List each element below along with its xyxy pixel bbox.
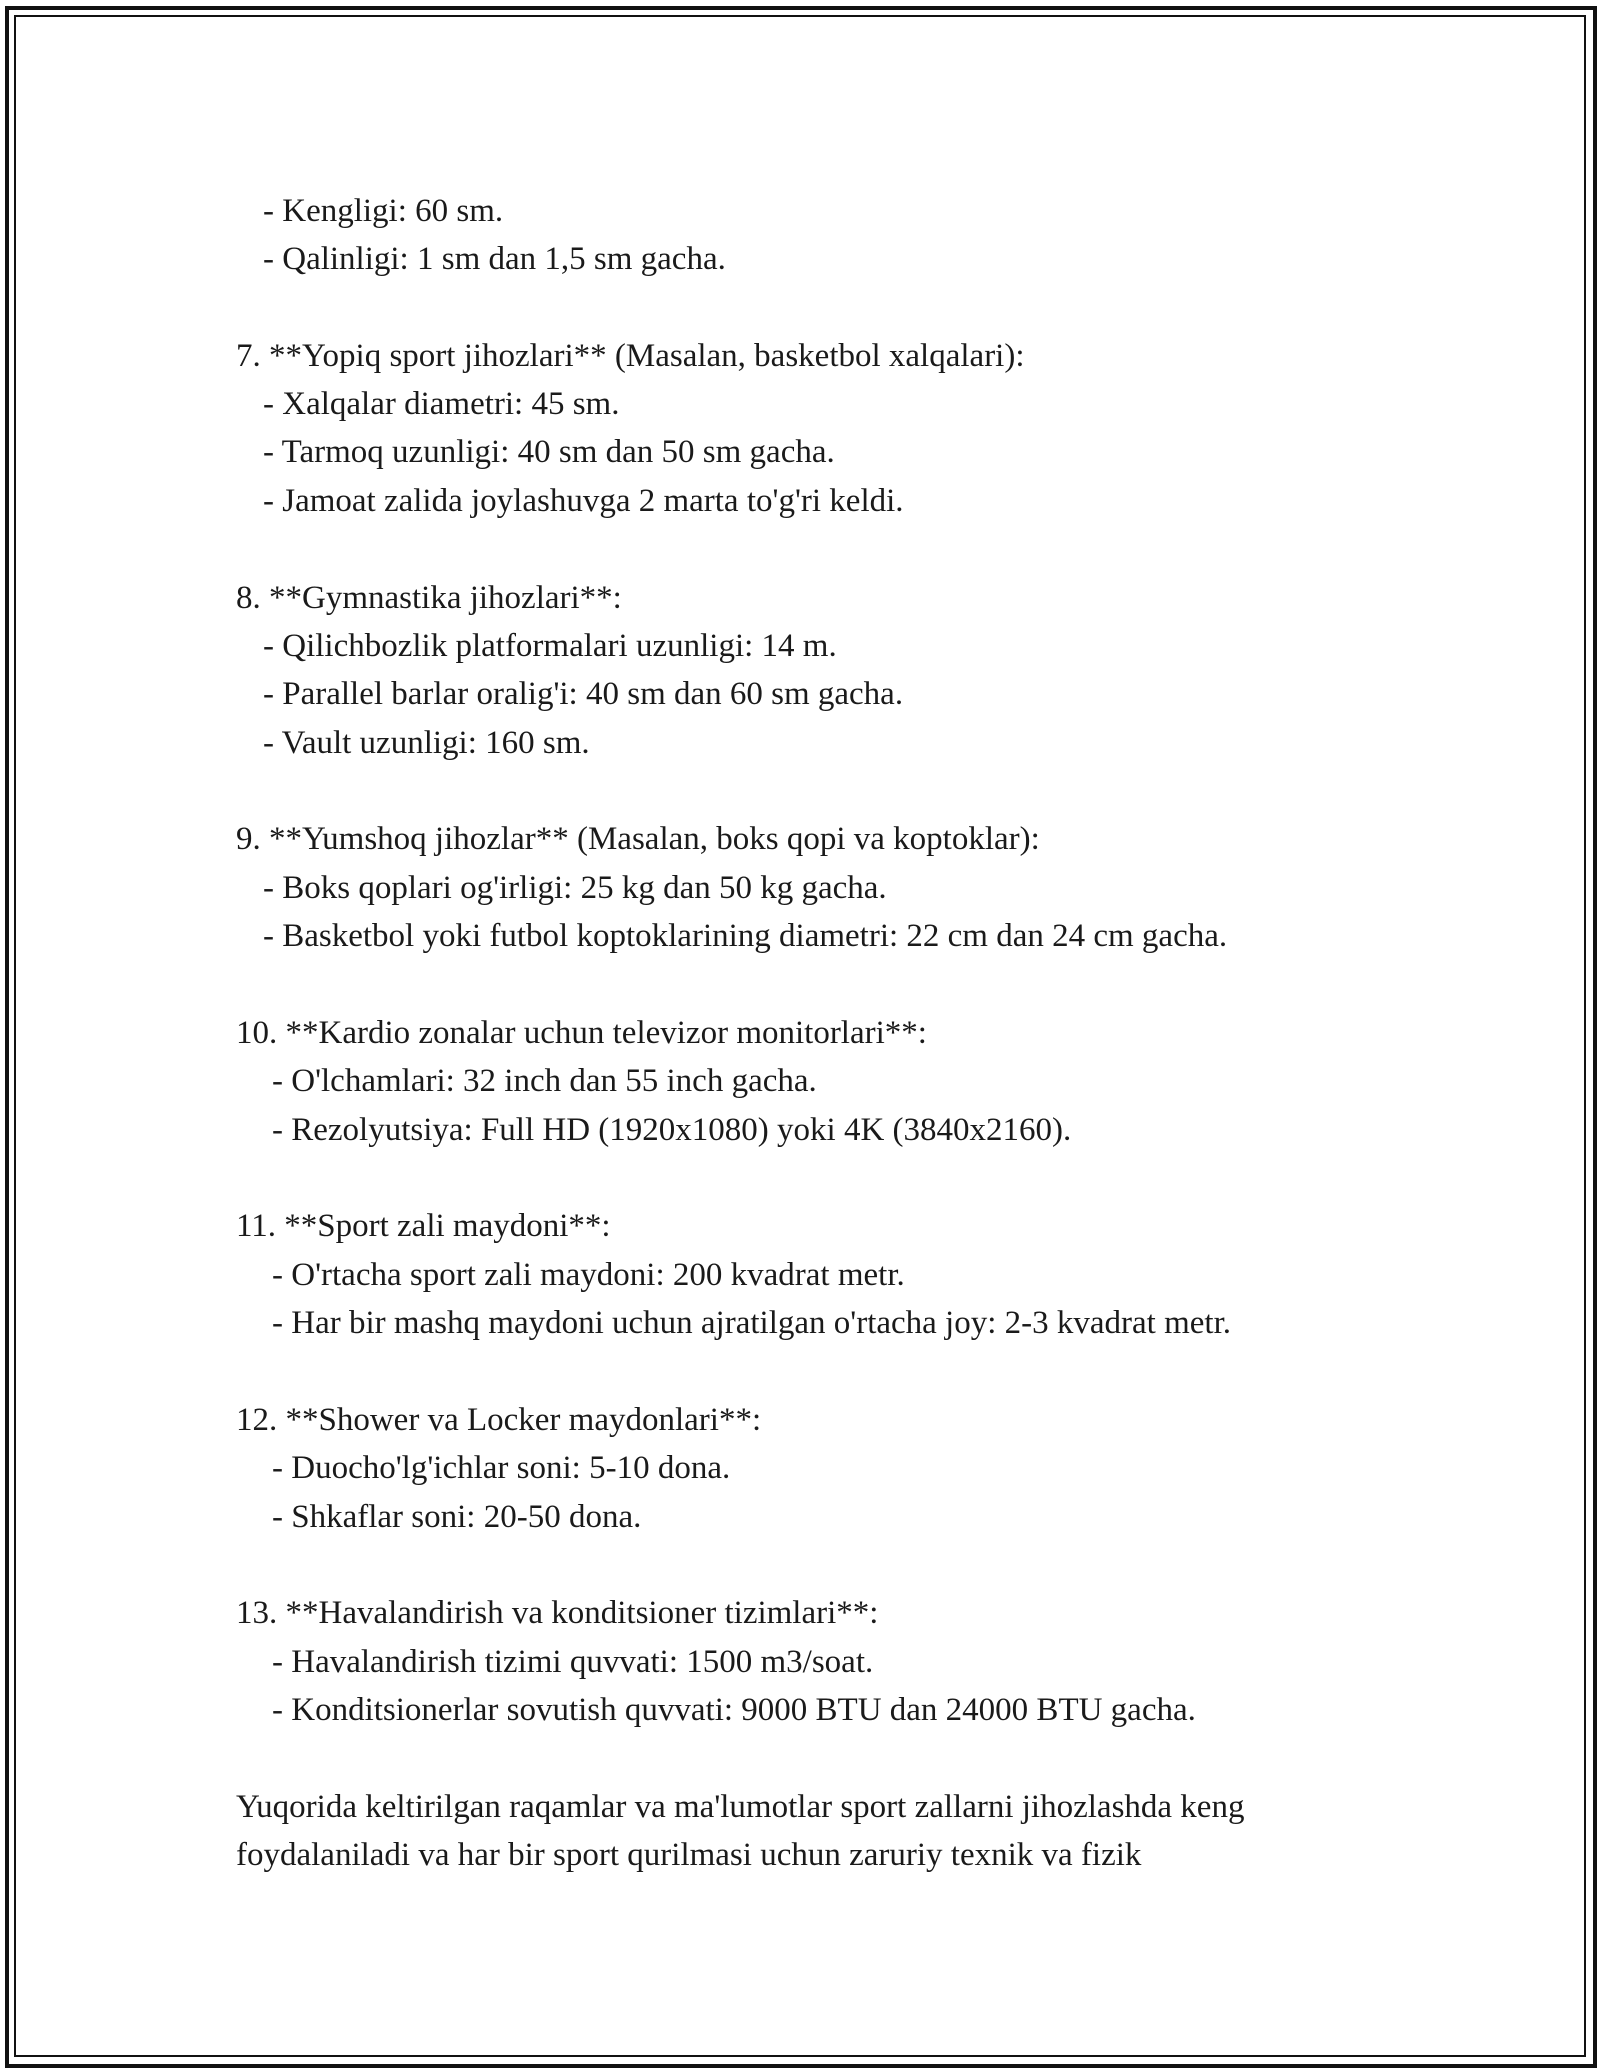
list-item: - Havalandirish tizimi quvvati: 1500 m3/soat. [272, 1644, 874, 1680]
list-item: - Qilichbozlik platformalari uzunligi: 14 m. [263, 628, 837, 664]
list-item: - Rezolyutsiya: Full HD (1920x1080) yoki 4K (3840x2160). [272, 1112, 1072, 1148]
list-item: - Duocho'lg'ichlar soni: 5-10 dona. [272, 1450, 731, 1486]
list-item: - Shkaflar soni: 20-50 dona. [272, 1499, 642, 1535]
section-heading: 12. **Shower va Locker maydonlari**: [236, 1402, 762, 1438]
section-heading: 10. **Kardio zonalar uchun televizor monitorlari**: [236, 1015, 927, 1051]
paragraph-line: foydalaniladi va har bir sport qurilmasi uchun zaruriy texnik va fizik [236, 1837, 1142, 1873]
section-heading: 13. **Havalandirish va konditsioner tizimlari**: [236, 1595, 879, 1631]
list-item: - Jamoat zalida joylashuvga 2 marta to'g'ri keldi. [263, 483, 904, 519]
list-item: - Konditsionerlar sovutish quvvati: 9000 BTU dan 24000 BTU gacha. [272, 1692, 1196, 1728]
list-item: - Boks qoplari og'irligi: 25 kg dan 50 kg gacha. [263, 870, 887, 906]
list-item: - Qalinligi: 1 sm dan 1,5 sm gacha. [263, 241, 726, 277]
list-item: - Xalqalar diametri: 45 sm. [263, 386, 620, 422]
section-heading: 9. **Yumshoq jihozlar** (Masalan, boks qopi va koptoklar): [236, 821, 1040, 857]
section-heading: 8. **Gymnastika jihozlari**: [236, 580, 622, 616]
section-heading: 11. **Sport zali maydoni**: [236, 1208, 611, 1244]
list-item: - Kengligi: 60 sm. [263, 193, 504, 229]
list-item: - Parallel barlar oralig'i: 40 sm dan 60 sm gacha. [263, 676, 904, 712]
list-item: - Har bir mashq maydoni uchun ajratilgan o'rtacha joy: 2-3 kvadrat metr. [272, 1305, 1231, 1341]
list-item: - O'rtacha sport zali maydoni: 200 kvadrat metr. [272, 1257, 905, 1293]
list-item: - O'lchamlari: 32 inch dan 55 inch gacha. [272, 1063, 817, 1099]
section-heading: 7. **Yopiq sport jihozlari** (Masalan, basketbol xalqalari): [236, 338, 1025, 374]
paragraph-line: Yuqorida keltirilgan raqamlar va ma'lumotlar sport zallarni jihozlashda keng [236, 1789, 1245, 1825]
list-item: - Tarmoq uzunligi: 40 sm dan 50 sm gacha. [263, 434, 835, 470]
list-item: - Vault uzunligi: 160 sm. [263, 725, 590, 761]
list-item: - Basketbol yoki futbol koptoklarining diametri: 22 cm dan 24 cm gacha. [263, 918, 1228, 954]
